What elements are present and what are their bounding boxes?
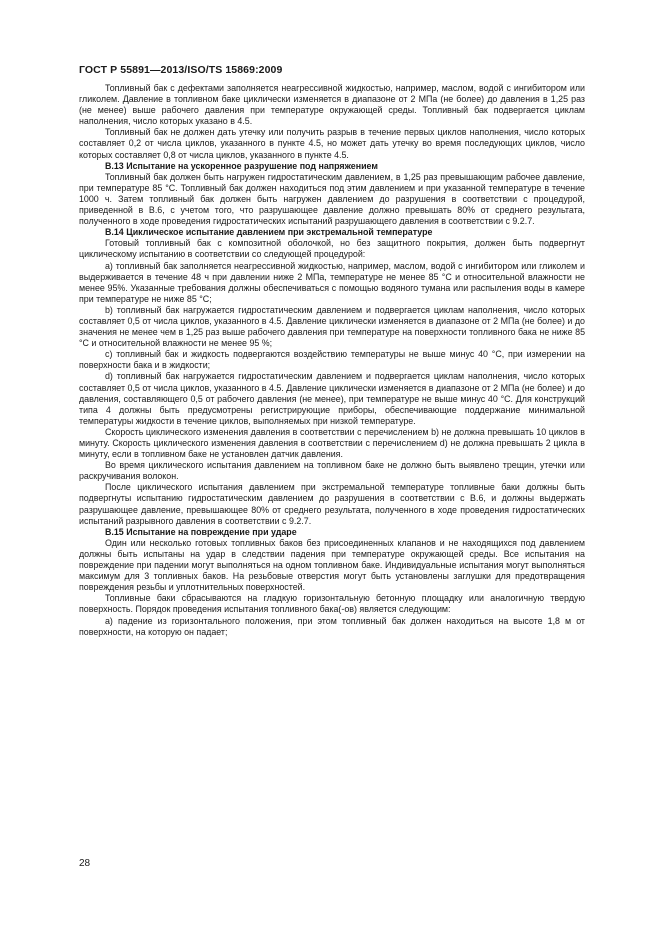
paragraph: Скорость циклического изменения давления в соответствии с перечислением b) не должна превышать 10 циклов в минуту. Скорость циклического изменения давления в соответствии с перечислением d) не должна превышать 2 цикла в минуту, если в топливном баке не установлен датчик давления.	[79, 426, 585, 460]
paragraph: Топливный бак с дефектами заполняется неагрессивной жидкостью, например, маслом, водой с ингибитором или гликолем. Давление в топливном баке циклически изменяется в диапазоне от 2 МПа (не более) до давления в 1,25 раз (не менее) выше рабочего давления при температуре окружающей среды. Топливный бак подвергается циклам наполнения, число которых указано в 4.5.	[79, 83, 585, 127]
section-heading-b13: В.13 Испытание на ускоренное разрушение под напряжением	[105, 160, 378, 171]
section-heading-b15: В.15 Испытание на повреждение при ударе	[105, 526, 297, 537]
paragraph: Готовый топливный бак с композитной оболочкой, но без защитного покрытия, должен быть подвергнут циклическому испытанию в соответствии со следующей процедурой:	[79, 238, 585, 260]
document-header: ГОСТ Р 55891—2013/ISO/TS 15869:2009	[79, 64, 283, 76]
paragraph: Топливный бак не должен дать утечку или получить разрыв в течение первых циклов наполнения, число которых составляет 0,2 от числа циклов, указанного в пункте 4.5, но может дать утечку во время последующих циклов, число которых составляет 0,8 от числа циклов, указанного в пункте 4.5.	[79, 127, 585, 160]
paragraph: После циклического испытания давлением при экстремальной температуре топливные баки должны быть подвергнуты испытанию гидростатическим давлением до разрушения в соответствии с В.6, и должны выдержать разрушающее давление, превышающее 80% от среднего результата, полученного в ходе проведения гидростатических испытаний разрывного давления в соответствии с 9.2.7.	[79, 482, 585, 526]
list-item-c: с) топливный бак и жидкость подвергаются воздействию температуры не выше минус 40 °С, при измерении на поверхности бака и в жидкости;	[79, 349, 585, 371]
paragraph: Во время циклического испытания давлением на топливном баке не должно быть выявлено трещин, утечки или раскручивания волокон.	[79, 460, 585, 482]
list-item-a-drop: а) падение из горизонтального положения, при этом топливный бак должен находиться на высоте 1,8 м от поверхности, на которую он падает;	[79, 615, 585, 637]
page-number: 28	[79, 858, 91, 869]
paragraph: Один или несколько готовых топливных баков без присоединенных клапанов и не находящихся под давлением должны быть испытаны на удар в следствии падения при температуре окружающей среды. Все испытания на повреждение при падении могут выполняться на одном топливном баке. Индивидуальные испытания могут выполняться максимум для 3 топливных баков. На резьбовые отверстия могут быть установлены заглушки для предотвращения повреждения резьбы и уплотнительных поверхностей.	[79, 537, 585, 593]
list-item-d: d) топливный бак нагружается гидростатическим давлением и подвергается циклам наполнения, число которых составляет 0,5 от числа циклов, указанного в 4.5. Давление циклически изменяется в диапазоне от 2 МПа (не более) и до давления, составляющего 0,5 от рабочего давления (не менее), при температуре не выше минус 40 °С. Для конструкций типа 4 должны быть предусмотрены регистрирующие приборы, обеспечивающие поддержание минимальной температуры жидкости в течение циклов, выполняемых при низкой температуре.	[79, 371, 585, 426]
list-item-b: b) топливный бак нагружается гидростатическим давлением и подвергается циклам наполнения, число которых составляет 0,5 от числа циклов, указанного в 4.5. Давление циклически изменяется в диапазоне от 2 МПа (не более) и до значения не менее чем в 1,25 раз выше рабочего давления при температуре на поверхности топливного бака не ниже 85 °С и относительной влажности не менее 95 %;	[79, 304, 585, 349]
section-heading-b14: В.14 Циклическое испытание давлением при экстремальной температуре	[105, 227, 433, 238]
paragraph: Топливные баки сбрасываются на гладкую горизонтальную бетонную площадку или аналогичную твердую поверхность. Порядок проведения испытания топливного бака(-ов) является следующим:	[79, 593, 585, 615]
paragraph: Топливный бак должен быть нагружен гидростатическим давлением, в 1,25 раз превышающим рабочее давление, при температуре 85 °С. Топливный бак должен находиться под этим давлением и при указанной температуре в течение 1000 ч. Затем топливный бак должен быть нагружен давлением до разрушения в соответствии с процедурой, приведенной в В.6, с учетом того, что разрушающее давление должно превышать 80% от среднего результата, полученного в ходе проведения гидростатических испытаний разрушающего давления в соответствии с 9.2.7.	[79, 171, 585, 227]
list-item-a: а) топливный бак заполняется неагрессивной жидкостью, например, маслом, водой с ингибитором или гликолем и выдерживается в течение 48 ч при давлении ниже 2 МПа, температуре не менее 85 °С и относительной влажности не менее 95%. Указанные требования должны обеспечиваться с помощью водяного тумана или распыления воды в камере при температуре не ниже 85 °С;	[79, 260, 585, 304]
document-body	[79, 83, 585, 638]
